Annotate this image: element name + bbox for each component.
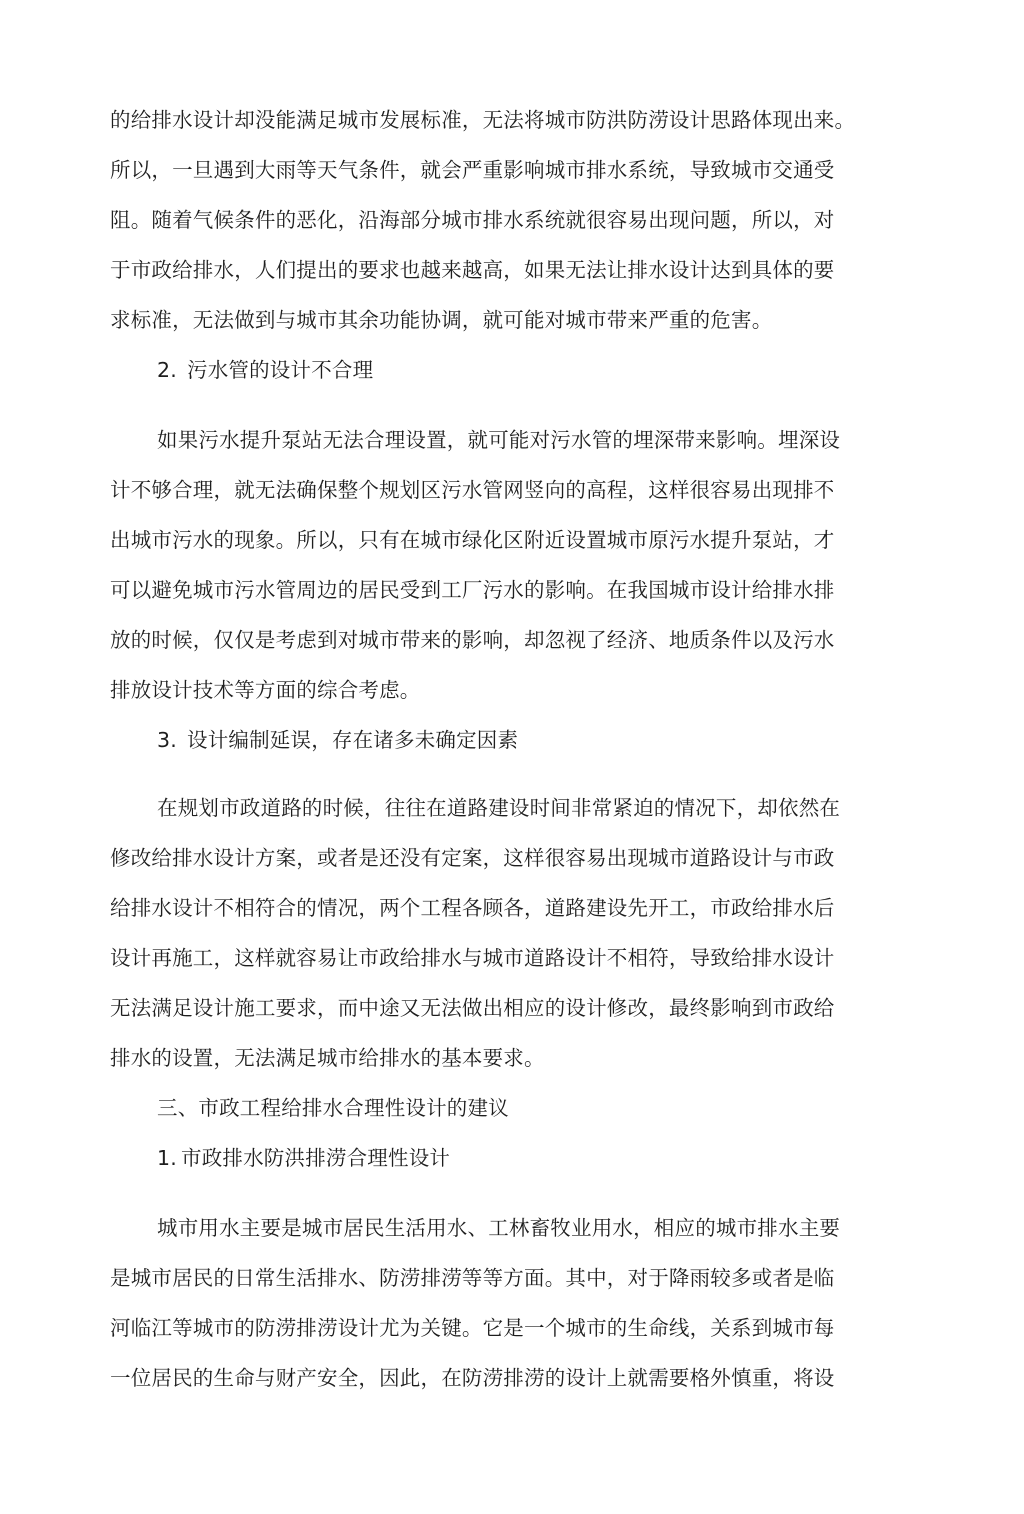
paragraph-line: 计不够合理，就无法确保整个规划区污水管网竖向的高程，这样很容易出现排不: [110, 478, 835, 502]
subheading-text: 污水管的设计不合理: [187, 358, 374, 382]
paragraph-line: 设计再施工，这样就容易让市政给排水与城市道路设计不相符，导致给排水设计: [110, 946, 835, 970]
paragraph-line: 排放设计技术等方面的综合考虑。: [110, 678, 421, 702]
paragraph-line: 如果污水提升泵站无法合理设置，就可能对污水管的埋深带来影响。埋深设: [157, 428, 841, 452]
subheading-number: 1.: [157, 1146, 177, 1170]
subheading-text: 设计编制延误，存在诸多未确定因素: [187, 728, 519, 752]
paragraph-line: 河临江等城市的防涝排涝设计尤为关键。它是一个城市的生命线，关系到城市每: [110, 1316, 835, 1340]
subheading-number: 2.: [157, 358, 177, 382]
subheading-3-1: [157, 1144, 450, 1172]
paragraph-line: 放的时候，仅仅是考虑到对城市带来的影响，却忽视了经济、地质条件以及污水: [110, 628, 835, 652]
subheading-3: [157, 726, 518, 754]
paragraph-line: 无法满足设计施工要求，而中途又无法做出相应的设计修改，最终影响到市政给: [110, 996, 835, 1020]
paragraph-line: 所以，一旦遇到大雨等天气条件，就会严重影响城市排水系统，导致城市交通受: [110, 158, 835, 182]
subheading-number: 3.: [157, 728, 177, 752]
paragraph-line: 阻。随着气候条件的恶化，沿海部分城市排水系统就很容易出现问题，所以，对: [110, 208, 835, 232]
section-heading-3: 三、市政工程给排水合理性设计的建议: [157, 1096, 509, 1120]
paragraph-line: 修改给排水设计方案，或者是还没有定案，这样很容易出现城市道路设计与市政: [110, 846, 835, 870]
paragraph-line: 排水的设置，无法满足城市给排水的基本要求。: [110, 1046, 545, 1070]
paragraph-line: 一位居民的生命与财产安全，因此，在防涝排涝的设计上就需要格外慎重，将设: [110, 1366, 835, 1390]
subheading-text: 市政排水防洪排涝合理性设计: [181, 1146, 451, 1170]
paragraph-line: 是城市居民的日常生活排水、防涝排涝等等方面。其中，对于降雨较多或者是临: [110, 1266, 835, 1290]
paragraph-line: 的给排水设计却没能满足城市发展标准，无法将城市防洪防涝设计思路体现出来。: [110, 108, 856, 132]
paragraph-line: 在规划市政道路的时候，往往在道路建设时间非常紧迫的情况下，却依然在: [157, 796, 841, 820]
paragraph-line: 城市用水主要是城市居民生活用水、工林畜牧业用水，相应的城市排水主要: [157, 1216, 841, 1240]
paragraph-line: 于市政给排水，人们提出的要求也越来越高，如果无法让排水设计达到具体的要: [110, 258, 835, 282]
paragraph-line: 求标准，无法做到与城市其余功能协调，就可能对城市带来严重的危害。: [110, 308, 773, 332]
paragraph-line: 出城市污水的现象。所以，只有在城市绿化区附近设置城市原污水提升泵站，才: [110, 528, 835, 552]
subheading-2: [157, 356, 373, 384]
paragraph-line: 给排水设计不相符合的情况，两个工程各顾各，道路建设先开工，市政给排水后: [110, 896, 835, 920]
paragraph-line: 可以避免城市污水管周边的居民受到工厂污水的影响。在我国城市设计给排水排: [110, 578, 835, 602]
